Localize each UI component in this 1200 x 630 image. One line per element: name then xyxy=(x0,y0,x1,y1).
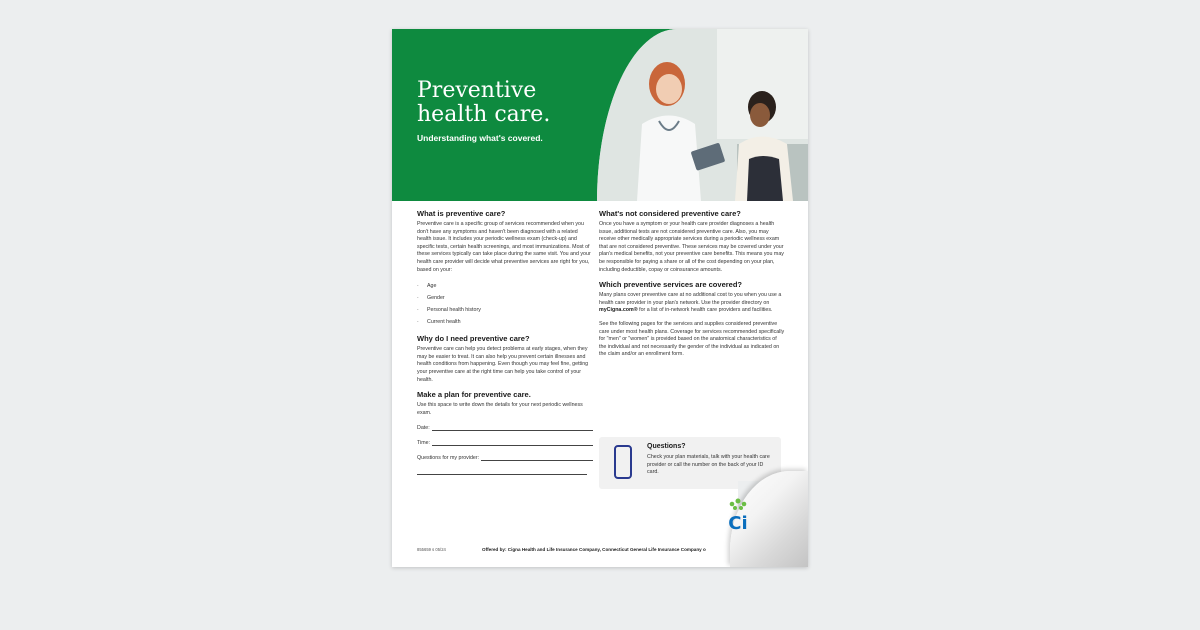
doctor-patient-illustration xyxy=(597,29,808,201)
list-item: · Current health xyxy=(417,316,593,328)
list-item: · Gender xyxy=(417,292,593,304)
cigna-logo xyxy=(718,497,758,533)
list-item: · Age xyxy=(417,280,593,292)
text-fragment: for a list of in-network health care providers and facilities. xyxy=(637,307,773,314)
questions-line xyxy=(481,454,593,461)
document-code: 855659 s 05/24 xyxy=(417,547,446,552)
factors-list xyxy=(417,280,593,328)
questions-field[interactable] xyxy=(417,453,593,461)
date-line xyxy=(432,424,593,431)
hero-photo xyxy=(597,29,808,201)
paragraph-not-preventive: Once you have a symptom or your health care provider diagnoses a health issue, additional tests are not considered preventive care. Also, you may receive other medically appropriate services during a periodic wellness exam that are not considered preventive. These services may be covered under your plan's medical benefits, not your preventive care benefits. This means you may be responsible for paying a share or all of the cost depending on your plan, including deductible, copay or coinsurance amounts. xyxy=(599,221,784,273)
extra-line[interactable] xyxy=(417,468,587,475)
paragraph-why-need: Preventive care can help you detect problems at early stages, when they may be easier to treat. It can also help you prevent certain illnesses and health conditions from happening. Even though you may feel fine, getting your preventive care at the right time can help you take control of your health. xyxy=(417,346,589,383)
heading-which-covered: Which preventive services are covered? xyxy=(599,280,742,290)
heading-what-is-preventive: What is preventive care? xyxy=(417,209,506,218)
offered-by-text: Offered by: Cigna Health and Life Insurance Company, Connecticut General Life Insurance Company o xyxy=(482,547,706,552)
hero-banner xyxy=(392,29,808,201)
hero-title: Preventive health care. xyxy=(417,78,551,127)
date-field[interactable] xyxy=(417,423,593,431)
questions-label: Questions for my provider: xyxy=(417,455,480,462)
time-field[interactable] xyxy=(417,438,593,446)
paragraph-see-following: See the following pages for the services and supplies considered preventive care under most health plans. Coverage for services recommended specifically for "men" or "women" is provided based on the anatomical characteristics of the individual and not necessarily the gender of the individual as indicated on the claim and/or an enrollment form. xyxy=(599,320,785,358)
time-label: Time: xyxy=(417,440,431,447)
paragraph-make-plan: Use this space to write down the details for your next periodic wellness exam. xyxy=(417,402,583,416)
time-line xyxy=(432,439,593,446)
heading-why-need: Why do I need preventive care? xyxy=(417,334,530,344)
paragraph-which-covered xyxy=(599,292,785,315)
heading-make-plan: Make a plan for preventive care. xyxy=(417,390,531,400)
paragraph-what-is-preventive: Preventive care is a specific group of services recommended when you don't have any symptoms and haven't been diagnosed with a related health issue. It includes your periodic wellness exam (check-up) and specific tests, certain health screenings, and most immunizations. Most of these services typically can take place during the same visit. You and your health care provider will decide what preventive services are right for you, based on your: xyxy=(417,221,591,273)
questions-text: Check your plan materials, talk with your health care provider or call the number on the back of your ID card. xyxy=(647,454,770,476)
logo-text: Ci xyxy=(728,513,748,533)
hero-subtitle: Understanding what's covered. xyxy=(417,133,543,143)
left-column xyxy=(417,209,593,475)
right-column xyxy=(599,209,785,365)
phone-icon xyxy=(614,445,632,479)
document-page xyxy=(392,29,808,567)
text-fragment: Many plans cover preventive care at no additional cost to you when you use a health care provider in your plan's network. Use the provider directory on xyxy=(599,292,782,306)
questions-title: Questions? xyxy=(647,443,686,450)
date-label: Date: xyxy=(417,425,430,432)
cigna-tree-icon xyxy=(718,497,758,533)
mycigna-link[interactable]: myCigna.com® xyxy=(599,307,638,314)
heading-not-preventive: What's not considered preventive care? xyxy=(599,209,741,218)
list-item: · Personal health history xyxy=(417,304,593,316)
